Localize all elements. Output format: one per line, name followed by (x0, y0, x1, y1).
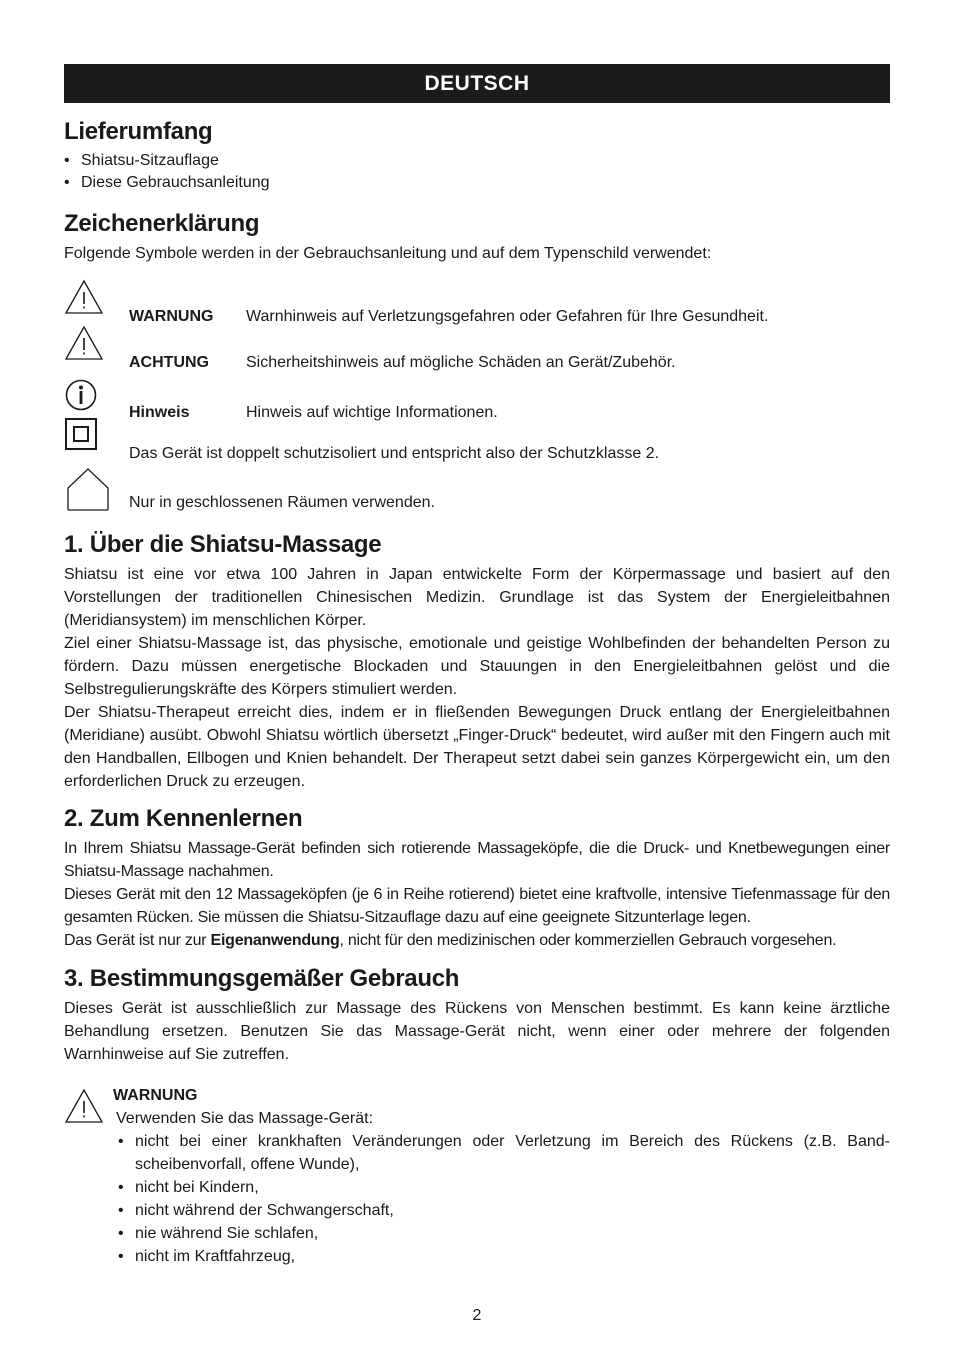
warning-intro: Verwenden Sie das Massage-Gerät: (116, 1110, 374, 1127)
warning-list (118, 1130, 890, 1268)
section1-paragraph: Der Shiatsu-Therapeut erreicht dies, indem er in fließenden Bewegungen Druck entlang der Energieleitbahnen (Meridiane) ausübt. Obwohl Shiatsu wörtlich übersetzt „Finger-Druck“ bedeutet, wird außer mit den Fingern auch mit den Handballen, Ellbogen und Knien behandelt. Der Therapeut setzt dabei sein ganzes Körpergewicht ein, um den erforderlichen Druck zu erzeugen. (64, 704, 890, 790)
section1-body (64, 563, 890, 793)
section1-paragraph: Shiatsu ist eine vor etwa 100 Jahren in Japan entwickelte Form der Körpermassage und basiert auf den Vorstellungen der traditionellen Chinesischen Medizin. Grundlage ist das System der Energieleitbahnen (Meridiansystem) im menschlichen Körper. (64, 566, 890, 629)
lieferumfang-list (64, 150, 890, 194)
page-number: 2 (472, 1307, 482, 1324)
list-item: • nicht während der Schwangerschaft, (118, 1199, 890, 1222)
section2-paragraph: In Ihrem Shiatsu Massage-Gerät befinden sich rotierende Massageköpfe, die die Druck- und Knetbewegungen einer Shiatsu-Massage nachahmen. (64, 840, 890, 880)
section2-heading: 2. Zum Kennenlernen (64, 805, 303, 832)
symbol-text-achtung: Sicherheitshinweis auf mögliche Schäden an Gerät/Zubehör. (246, 354, 676, 371)
symbol-text-indoor: Nur in geschlossenen Räumen verwenden. (129, 494, 435, 511)
list-item: • nicht im Kraftfahrzeug, (118, 1245, 890, 1268)
section2-text: Das Gerät ist nur zur (64, 932, 211, 949)
symbol-text-warnung: Warnhinweis auf Verletzungsgefahren oder Gefahren für Ihre Gesundheit. (246, 308, 769, 325)
indoor-house-icon (66, 466, 112, 517)
list-item: • Diese Gebrauchsanleitung (64, 172, 890, 194)
double-insulation-icon (65, 418, 97, 455)
section1-heading: 1. Über die Shiatsu-Massage (64, 531, 382, 558)
warning-block (64, 1084, 890, 1268)
list-item: • nicht bei einer krankhaften Veränderungen oder Verletzung im Bereich des Rückens (z.B. Bandscheibenvorfall, offene Wunde), (118, 1130, 890, 1176)
section2-body (64, 837, 890, 952)
language-label: DEUTSCH (424, 71, 530, 95)
warning-triangle-icon (64, 279, 104, 320)
section2-paragraph (64, 929, 890, 952)
symbol-label-achtung: ACHTUNG (129, 354, 209, 371)
symbol-legend (64, 273, 890, 518)
warning-title: WARNUNG (113, 1087, 198, 1104)
lieferumfang-heading: Lieferumfang (64, 118, 213, 145)
list-item: • Shiatsu-Sitzauflage (64, 150, 890, 172)
section3-heading: 3. Bestimmungsgemäßer Gebrauch (64, 965, 460, 992)
symbol-label-hinweis: Hinweis (129, 404, 190, 421)
symbol-label-warnung: WARNUNG (129, 308, 214, 325)
section3-paragraph: Dieses Gerät ist ausschließlich zur Massage des Rückens von Menschen bestimmt. Es kann keine ärztliche Behandlung ersetzen. Benutzen Sie das Massage-Gerät nicht, wenn einer oder mehrere der folgenden Warnhinweise auf Sie zutreffen. (64, 1000, 890, 1063)
caution-triangle-icon (64, 325, 104, 366)
section1-paragraph: Ziel einer Shiatsu-Massage ist, das physische, emotionale und geistige Wohlbefinden der behandelten Person zu fördern. Dazu müssen energetische Blockaden und Stauungen in den Energieleitbahnen gelöst und die Selbstregulierungskräfte des Körpers stimuliert werden. (64, 635, 890, 698)
symbol-text-schutzklasse: Das Gerät ist doppelt schutzisoliert und entspricht also der Schutzklasse 2. (129, 445, 660, 462)
language-header-bar (64, 64, 890, 103)
zeichen-intro: Folgende Symbole werden in der Gebrauchsanleitung und auf dem Typenschild verwendet: (64, 245, 712, 262)
section2-text: , nicht für den medizinischen oder kommerziellen Gebrauch vorgesehen. (339, 932, 837, 949)
warning-triangle-icon (64, 1088, 104, 1129)
list-item: • nicht bei Kindern, (118, 1176, 890, 1199)
info-circle-icon (65, 379, 97, 416)
zeichen-heading: Zeichenerklärung (64, 210, 260, 237)
symbol-text-hinweis: Hinweis auf wichtige Informationen. (246, 404, 498, 421)
manual-page (64, 64, 890, 1268)
list-item: • nie während Sie schlafen, (118, 1222, 890, 1245)
section2-emphasis: Eigenanwendung (210, 932, 340, 949)
section2-paragraph: Dieses Gerät mit den 12 Massageköpfen (je 6 in Reihe rotierend) bietet eine kraftvolle, intensive Tiefenmassage für den gesamten Rücken. Sie müssen die Shiatsu-Sitzauflage dazu auf eine geeignete Sitzunterlage legen. (64, 886, 890, 926)
